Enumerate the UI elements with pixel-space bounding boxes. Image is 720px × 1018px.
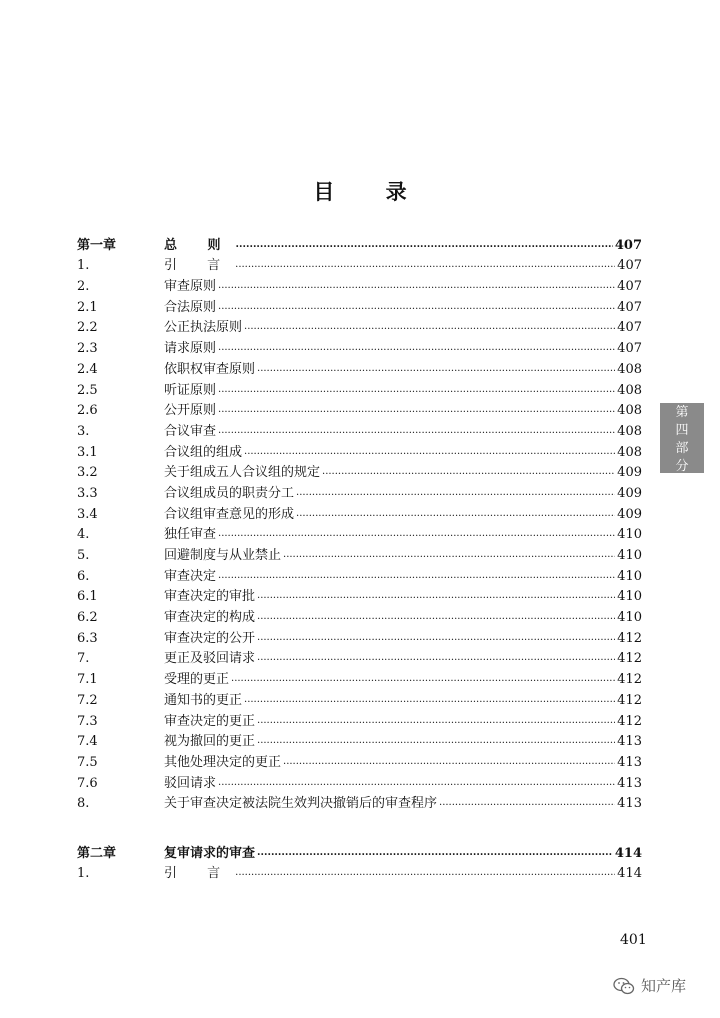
toc-leader-dots <box>257 713 615 726</box>
toc-entry-title: 审查决定的公开 <box>164 630 256 646</box>
toc-entry-page: 413 <box>617 775 642 791</box>
toc-entry-number: 2.5 <box>77 382 98 398</box>
toc-entry-page: 408 <box>617 361 642 377</box>
toc-chapter-row <box>77 840 642 861</box>
toc-entry-title: 复审请求的审查 <box>164 845 256 861</box>
toc-entry-row <box>77 604 642 625</box>
toc-entry-page: 413 <box>617 796 642 812</box>
toc-entry-row <box>77 584 642 605</box>
toc-entry-number: 7.2 <box>77 692 98 708</box>
toc-entry-page: 410 <box>617 610 642 626</box>
toc-entry-number: 7.3 <box>77 713 98 729</box>
toc-entry-number: 8. <box>77 796 90 812</box>
toc-leader-dots <box>257 361 615 374</box>
toc-entry-row <box>77 770 642 791</box>
toc-leader-dots <box>257 630 615 643</box>
toc-entry-page: 407 <box>614 237 642 253</box>
toc-entry-number: 7.4 <box>77 734 98 750</box>
toc-leader-dots <box>296 506 615 519</box>
toc-entry-title: 更正及驳回请求 <box>164 651 256 667</box>
toc-entry-page: 409 <box>617 485 642 501</box>
toc-entry-title: 合议组的组成 <box>164 444 243 460</box>
toc-entry-number: 6.2 <box>77 610 98 626</box>
toc-entry-row <box>77 439 642 460</box>
page-number: 401 <box>620 932 647 948</box>
toc-entry-title: 合议组成员的职责分工 <box>164 485 295 501</box>
toc-entry-number: 7.5 <box>77 754 98 770</box>
toc-entry-row <box>77 480 642 501</box>
toc-entry-page: 412 <box>617 672 642 688</box>
toc-entry-title: 引 言 <box>164 258 234 274</box>
toc-entry-number: 2.1 <box>77 299 98 315</box>
toc-entry-page: 408 <box>617 382 642 398</box>
watermark <box>613 975 686 996</box>
toc-entry-page: 408 <box>617 423 642 439</box>
toc-entry-title: 其他处理决定的更正 <box>164 754 282 770</box>
toc-entry-row <box>77 356 642 377</box>
toc-entry-page: 412 <box>617 692 642 708</box>
toc-entry-row <box>77 501 642 522</box>
toc-entry-title: 引 言 <box>164 866 234 882</box>
toc-leader-dots <box>218 278 615 291</box>
toc-entry-number: 2.2 <box>77 320 98 336</box>
toc-entry-page: 410 <box>617 589 642 605</box>
toc-entry-number: 1. <box>77 258 90 274</box>
toc-entry-row <box>77 729 642 750</box>
toc-leader-dots <box>244 692 615 705</box>
toc-entry-page: 407 <box>617 279 642 295</box>
toc-entry-title: 关于审查决定被法院生效判决撤销后的审查程序 <box>164 796 438 812</box>
toc-chapter-1 <box>77 232 642 811</box>
toc-entry-page: 408 <box>617 403 642 419</box>
toc-leader-dots <box>218 568 615 581</box>
toc-entry-page: 414 <box>614 845 642 861</box>
toc-leader-dots <box>218 526 615 539</box>
toc-leader-dots <box>257 609 615 622</box>
toc-entry-page: 407 <box>617 341 642 357</box>
wechat-icon <box>613 977 635 995</box>
toc-entry-page: 412 <box>617 630 642 646</box>
toc-entry-title: 视为撤回的更正 <box>164 734 256 750</box>
toc-entry-title: 合议审查 <box>164 423 217 439</box>
toc-leader-dots <box>218 402 615 415</box>
toc-entry-row <box>77 646 642 667</box>
toc-leader-dots <box>257 588 615 601</box>
toc-entry-page: 409 <box>617 506 642 522</box>
toc-entry-row <box>77 522 642 543</box>
toc-entry-number: 3.3 <box>77 485 98 501</box>
toc-entry-page: 409 <box>617 465 642 481</box>
toc-leader-dots <box>283 754 615 767</box>
toc-leader-dots <box>283 547 615 560</box>
toc-entry-row <box>77 687 642 708</box>
toc-entry-title: 公开原则 <box>164 403 217 419</box>
toc-entry-page: 413 <box>617 754 642 770</box>
toc-entry-number: 3.1 <box>77 444 98 460</box>
section-side-tab <box>660 403 704 473</box>
toc-leader-dots <box>244 444 615 457</box>
toc-leader-dots <box>236 237 613 250</box>
toc-entry-row <box>77 398 642 419</box>
toc-entry-page: 407 <box>617 320 642 336</box>
toc-leader-dots <box>257 650 615 663</box>
toc-entry-number: 第二章 <box>77 845 117 861</box>
toc-leader-dots <box>322 464 615 477</box>
toc-entry-row <box>77 749 642 770</box>
toc-entry-number: 6.1 <box>77 589 98 605</box>
side-tab-char: 第 <box>675 405 689 420</box>
toc-entry-page: 407 <box>617 299 642 315</box>
toc-entry-title: 独任审查 <box>164 527 217 543</box>
toc-entry-row <box>77 377 642 398</box>
toc-entry-number: 2. <box>77 279 90 295</box>
toc-entry-title: 关于组成五人合议组的规定 <box>164 465 321 481</box>
toc-leader-dots <box>218 299 615 312</box>
toc-entry-number: 6. <box>77 568 90 584</box>
toc-entry-page: 410 <box>617 527 642 543</box>
toc-entry-title: 合法原则 <box>164 299 217 315</box>
toc-entry-page: 413 <box>617 734 642 750</box>
toc-entry-title: 审查原则 <box>164 279 217 295</box>
toc-leader-dots <box>235 257 615 270</box>
toc-entry-title: 审查决定的构成 <box>164 610 256 626</box>
toc-leader-dots <box>231 671 615 684</box>
toc-entry-page: 408 <box>617 444 642 460</box>
side-tab-char: 四 <box>675 423 689 438</box>
toc-leader-dots <box>244 319 615 332</box>
toc-entry-number: 2.4 <box>77 361 98 377</box>
toc-chapter-row <box>77 232 642 253</box>
toc-entry-row <box>77 273 642 294</box>
toc-entry-number: 2.6 <box>77 403 98 419</box>
page-title: 目 录 <box>313 179 429 204</box>
toc-entry-number: 3.4 <box>77 506 98 522</box>
toc-entry-row <box>77 335 642 356</box>
toc-leader-dots <box>235 865 615 878</box>
toc-leader-dots <box>218 423 615 436</box>
toc-leader-dots <box>257 733 615 746</box>
toc-entry-title: 公正执法原则 <box>164 320 243 336</box>
toc-entry-number: 4. <box>77 527 90 543</box>
toc-entry-number: 1. <box>77 866 90 882</box>
toc-entry-title: 合议组审查意见的形成 <box>164 506 295 522</box>
watermark-text: 知产库 <box>641 977 687 995</box>
toc-entry-title: 审查决定的审批 <box>164 589 256 605</box>
toc-entry-page: 410 <box>617 548 642 563</box>
toc-entry-number: 6.3 <box>77 630 98 646</box>
toc-entry-number: 3.2 <box>77 465 98 481</box>
toc-entry-row <box>77 563 642 584</box>
toc-entry-title: 审查决定的更正 <box>164 713 256 729</box>
toc-leader-dots <box>439 795 615 808</box>
toc-leader-dots <box>218 775 615 788</box>
toc-entry-row <box>77 460 642 481</box>
toc-entry-row <box>77 625 642 646</box>
toc-entry-row <box>77 666 642 687</box>
toc-entry-number: 7.6 <box>77 775 98 791</box>
toc-entry-page: 407 <box>617 258 642 274</box>
toc-entry-page: 410 <box>617 568 642 584</box>
toc-entry-title: 总 则 <box>164 237 234 253</box>
toc-entry-row <box>77 418 642 439</box>
toc-entry-row <box>77 253 642 274</box>
toc-entry-page: 414 <box>617 866 642 882</box>
toc-entry-number: 2.3 <box>77 341 98 357</box>
toc-leader-dots <box>296 485 615 498</box>
side-tab-char: 分 <box>675 459 689 474</box>
toc-entry-row <box>77 791 642 812</box>
toc-entry-number: 7. <box>77 651 90 667</box>
toc-entry-page: 412 <box>617 651 642 667</box>
toc-chapter-2 <box>77 840 642 881</box>
toc-entry-title: 回避制度与从业禁止 <box>164 548 282 563</box>
toc-entry-number: 3. <box>77 423 90 439</box>
toc-entry-title: 审查决定 <box>164 568 217 584</box>
toc-leader-dots <box>257 845 613 858</box>
toc-entry-row <box>77 315 642 336</box>
toc-leader-dots <box>218 340 615 353</box>
side-tab-char: 部 <box>675 441 689 456</box>
toc-entry-title: 通知书的更正 <box>164 692 243 708</box>
toc-entry-number: 5. <box>77 548 90 563</box>
toc-leader-dots <box>218 382 615 395</box>
toc-entry-title: 依职权审查原则 <box>164 361 256 377</box>
toc-entry-title: 受理的更正 <box>164 672 230 688</box>
toc-entry-row <box>77 708 642 729</box>
toc-entry-row <box>77 294 642 315</box>
toc-entry-number: 第一章 <box>77 237 117 253</box>
toc-entry-page: 412 <box>617 713 642 729</box>
toc-entry-title: 听证原则 <box>164 382 217 398</box>
toc-entry-row <box>77 861 642 882</box>
toc-entry-row <box>77 542 642 563</box>
toc-entry-title: 请求原则 <box>164 341 217 357</box>
toc-entry-number: 7.1 <box>77 672 98 688</box>
toc-entry-title: 驳回请求 <box>164 775 217 791</box>
